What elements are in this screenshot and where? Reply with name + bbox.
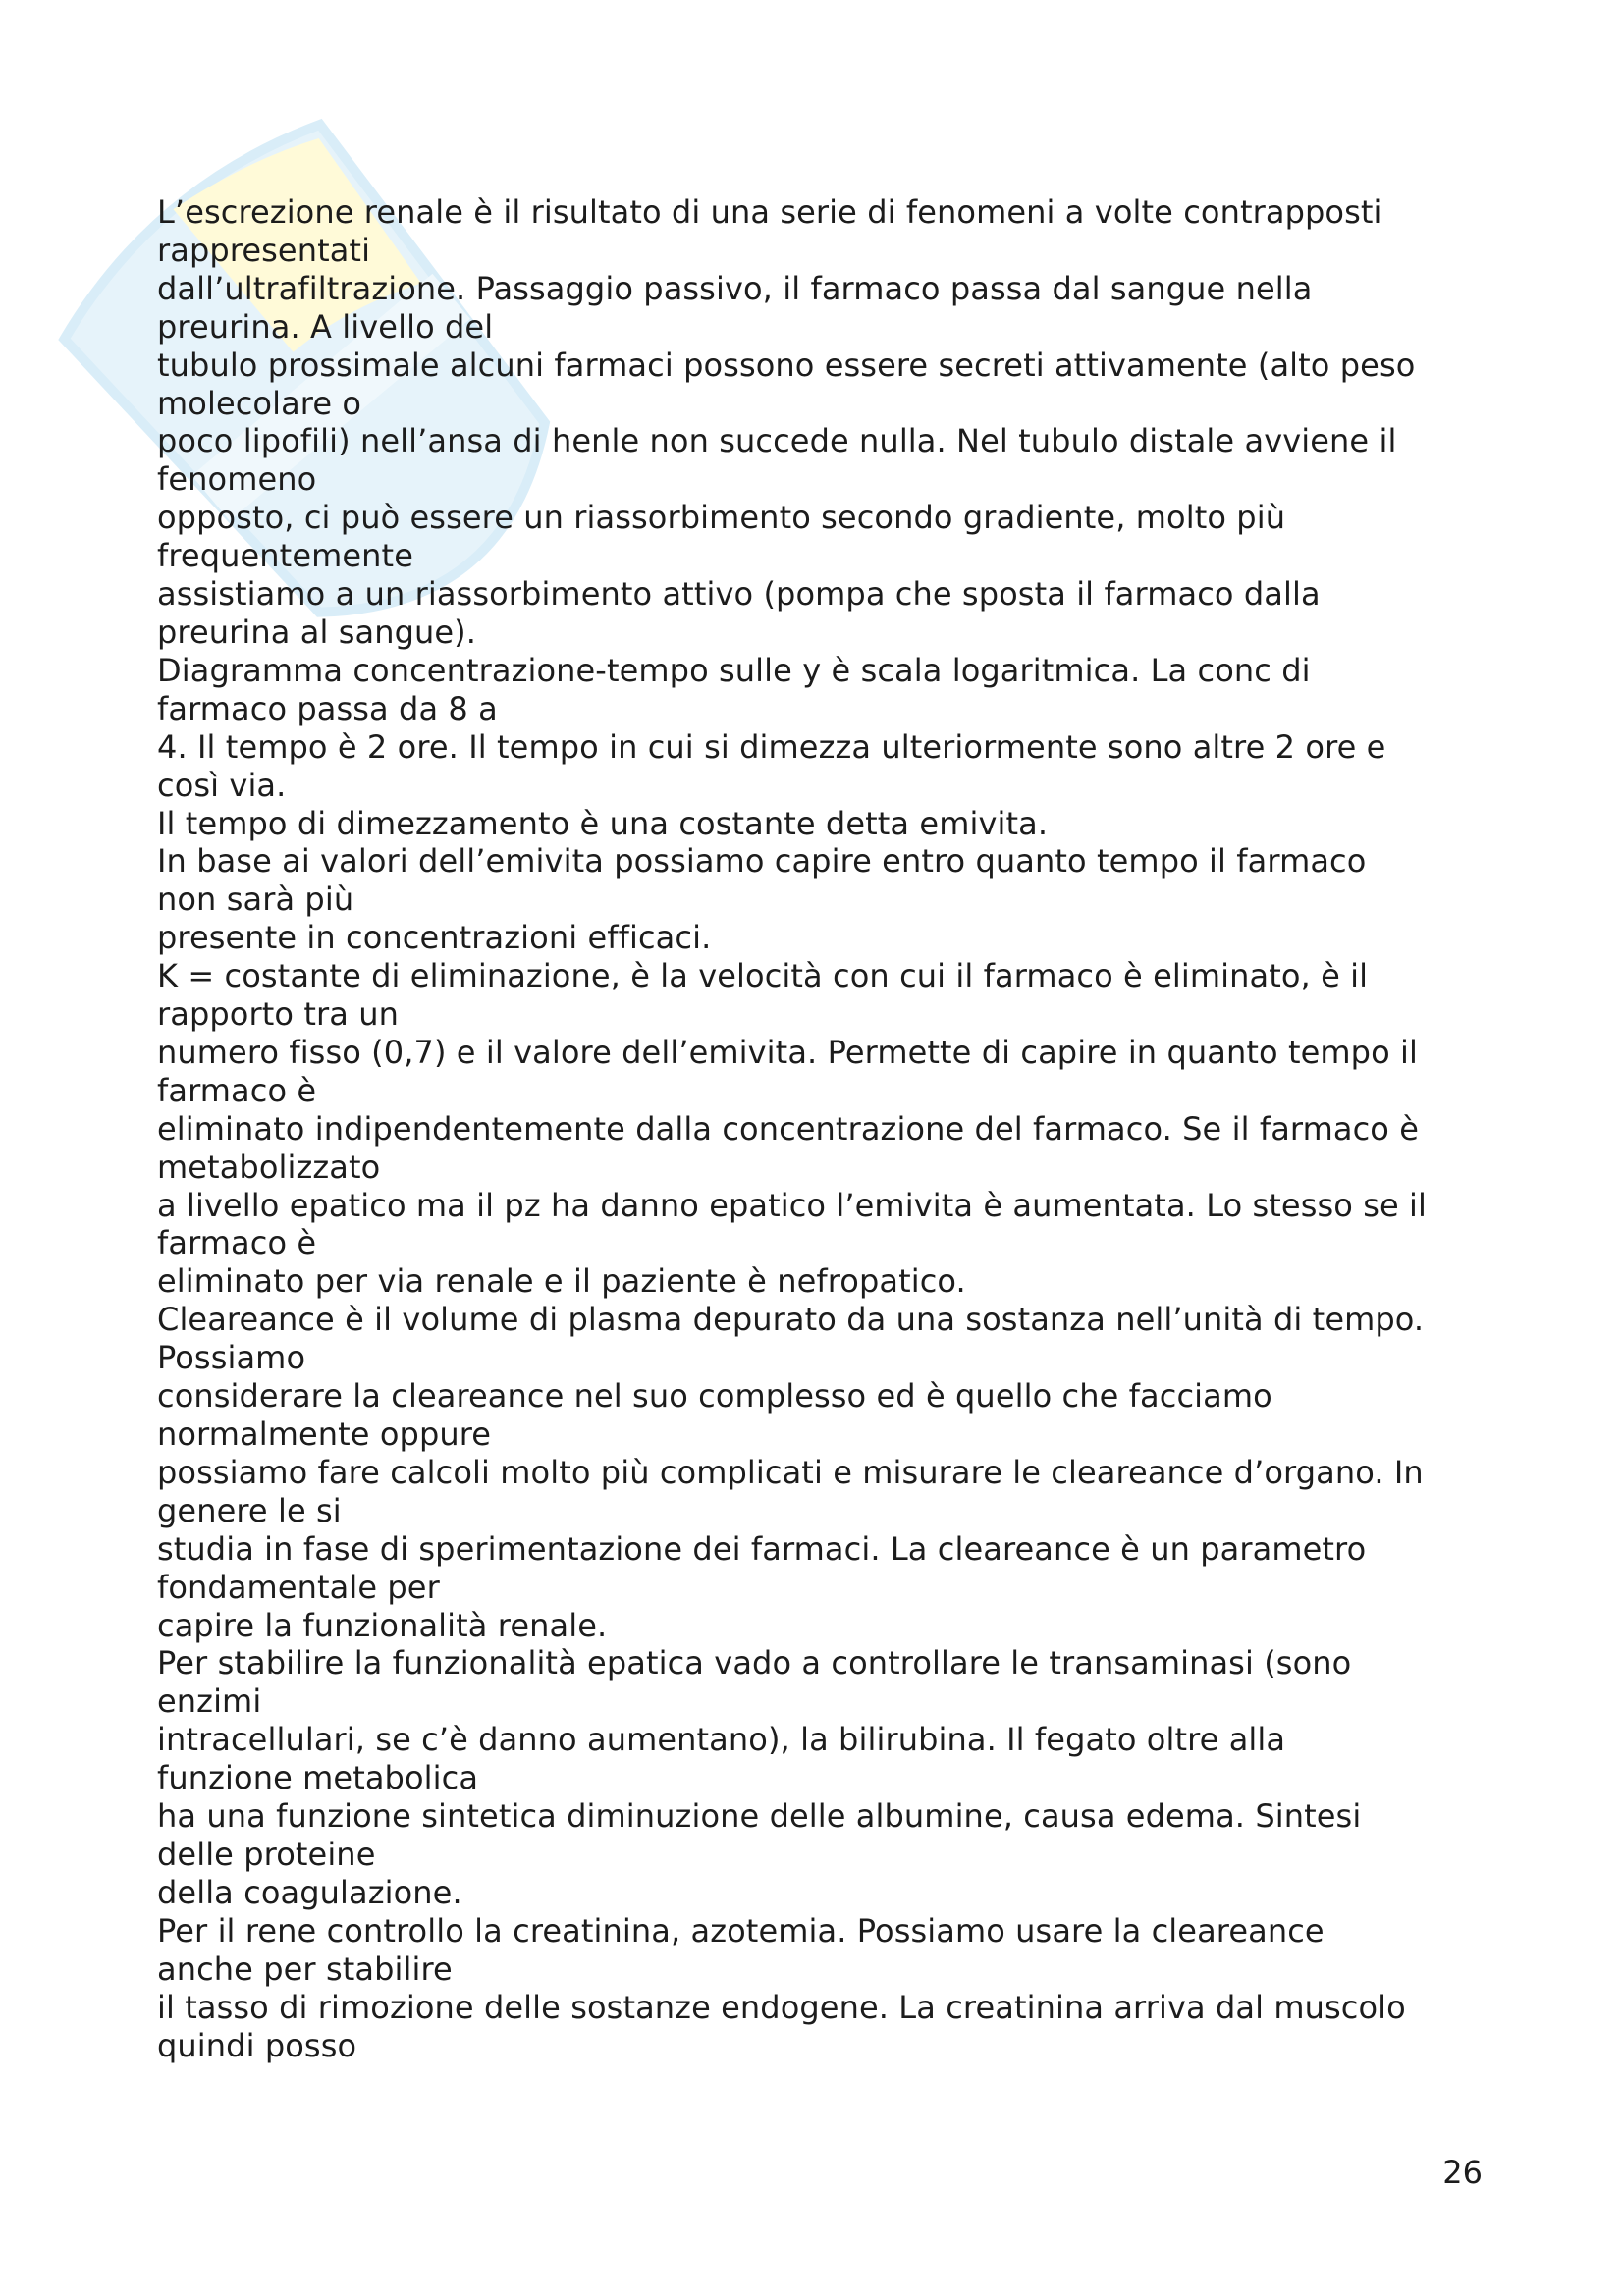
text-line: farmaco passa da 8 a bbox=[157, 689, 498, 727]
document-text bbox=[157, 193, 1483, 2064]
text-line: a livello epatico ma il pz ha danno epatico l’emivita è aumentata. Lo stesso se il bbox=[157, 1186, 1428, 1224]
text-line: presente in concentrazioni efficaci. bbox=[157, 919, 712, 957]
text-line: anche per stabilire bbox=[157, 1949, 453, 1988]
text-line: intracellulari, se c’è danno aumentano), la bilirubina. Il fegato oltre alla bbox=[157, 1721, 1286, 1759]
text-line: enzimi bbox=[157, 1682, 262, 1721]
text-line: tubulo prossimale alcuni farmaci possono essere secreti attivamente (alto peso bbox=[157, 346, 1416, 384]
text-line: farmaco è bbox=[157, 1224, 317, 1262]
text-line: K = costante di eliminazione, è la velocità con cui il farmaco è eliminato, è il bbox=[157, 957, 1369, 995]
text-line: della coagulazione. bbox=[157, 1873, 462, 1911]
text-line: possiamo fare calcoli molto più complicati e misurare le cleareance d’organo. In bbox=[157, 1453, 1424, 1491]
text-line: rapporto tra un bbox=[157, 995, 399, 1034]
text-line: delle proteine bbox=[157, 1835, 376, 1873]
text-line: opposto, ci può essere un riassorbimento secondo gradiente, molto più bbox=[157, 499, 1286, 537]
text-line: 4. Il tempo è 2 ore. Il tempo in cui si dimezza ulteriormente sono altre 2 ore e bbox=[157, 727, 1386, 766]
text-line: L’escrezione renale è il risultato di una serie di fenomeni a volte contrapposti bbox=[157, 193, 1382, 231]
text-line: In base ai valori dell’emivita possiamo capire entro quanto tempo il farmaco bbox=[157, 842, 1367, 881]
text-line: molecolare o bbox=[157, 384, 362, 422]
text-line: farmaco è bbox=[157, 1071, 317, 1109]
text-line: fenomeno bbox=[157, 460, 317, 499]
text-line: metabolizzato bbox=[157, 1148, 381, 1186]
text-line: non sarà più bbox=[157, 881, 354, 919]
page-number: 26 bbox=[1442, 2154, 1483, 2191]
text-line: Per stabilire la funzionalità epatica vado a controllare le transaminasi (sono bbox=[157, 1644, 1352, 1682]
text-line: fondamentale per bbox=[157, 1568, 440, 1606]
text-line: numero fisso (0,7) e il valore dell’emivita. Permette di capire in quanto tempo il bbox=[157, 1033, 1418, 1071]
text-line: Per il rene controllo la creatinina, azotemia. Possiamo usare la cleareance bbox=[157, 1911, 1325, 1949]
text-line: considerare la cleareance nel suo complesso ed è quello che facciamo bbox=[157, 1377, 1272, 1415]
text-line: Diagramma concentrazione-tempo sulle y è scala logaritmica. La conc di bbox=[157, 651, 1311, 689]
text-line: normalmente oppure bbox=[157, 1415, 492, 1453]
text-line: genere le si bbox=[157, 1491, 342, 1529]
text-line: il tasso di rimozione delle sostanze endogene. La creatinina arriva dal muscolo bbox=[157, 1988, 1406, 2026]
text-line: capire la funzionalità renale. bbox=[157, 1606, 608, 1644]
text-line: studia in fase di sperimentazione dei farmaci. La cleareance è un parametro bbox=[157, 1529, 1367, 1568]
text-line: dall’ultrafiltrazione. Passaggio passivo, il farmaco passa dal sangue nella bbox=[157, 269, 1313, 307]
text-line: eliminato per via renale e il paziente è nefropatico. bbox=[157, 1262, 966, 1301]
text-line: rappresentati bbox=[157, 231, 371, 269]
text-line: Possiamo bbox=[157, 1339, 306, 1377]
text-line: preurina al sangue). bbox=[157, 613, 477, 651]
text-line: eliminato indipendentemente dalla concentrazione del farmaco. Se il farmaco è bbox=[157, 1109, 1420, 1148]
text-line: poco lipofili) nell’ansa di henle non succede nulla. Nel tubulo distale avviene il bbox=[157, 422, 1397, 460]
text-line: ha una funzione sintetica diminuzione delle albumine, causa edema. Sintesi bbox=[157, 1797, 1362, 1836]
text-line: Il tempo di dimezzamento è una costante detta emivita. bbox=[157, 804, 1049, 842]
text-line: assistiamo a un riassorbimento attivo (pompa che sposta il farmaco dalla bbox=[157, 575, 1321, 614]
text-line: quindi posso bbox=[157, 2026, 357, 2064]
text-line: Cleareance è il volume di plasma depurato da una sostanza nell’unità di tempo. bbox=[157, 1301, 1425, 1339]
text-line: così via. bbox=[157, 766, 287, 804]
text-line: frequentemente bbox=[157, 537, 413, 575]
text-line: preurina. A livello del bbox=[157, 307, 494, 346]
text-line: funzione metabolica bbox=[157, 1759, 479, 1797]
